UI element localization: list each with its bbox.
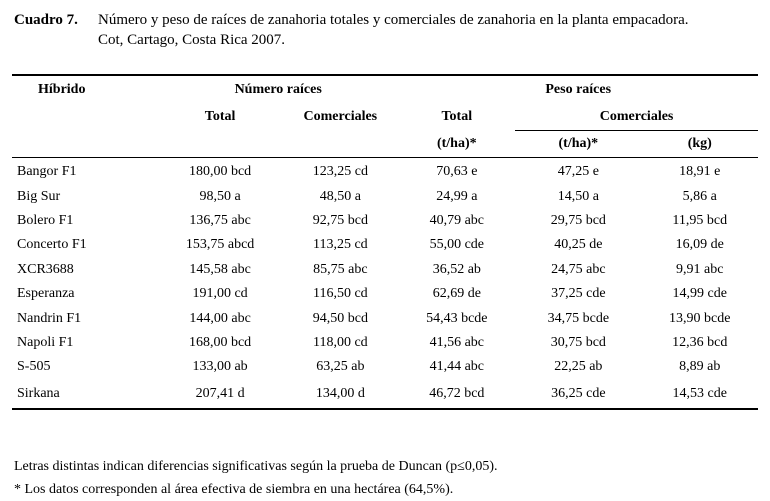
header-peso-raices: Peso raíces bbox=[398, 75, 758, 104]
cell-numero-comerciales: 92,75 bcd bbox=[312, 212, 368, 228]
cell-numero-comerciales: 94,50 bcd bbox=[312, 310, 368, 326]
cell-peso-com-kg: 8,89 ab bbox=[679, 359, 721, 375]
cell-peso-com-tha: 29,75 bcd bbox=[550, 212, 606, 228]
caption-title: Número y peso de raíces de zanahoria totales y comerciales de zanahoria en la planta empacadora. bbox=[98, 12, 689, 28]
cell-peso-com-kg: 14,99 cde bbox=[672, 286, 727, 302]
header-total: Total bbox=[204, 109, 236, 125]
cell-peso-total: 41,56 abc bbox=[429, 334, 485, 350]
caption-subtitle: Cot, Cartago, Costa Rica 2007. bbox=[98, 32, 286, 48]
cell-peso-total: 36,52 ab bbox=[432, 261, 481, 277]
table-row bbox=[12, 233, 758, 257]
cell-numero-comerciales: 48,50 a bbox=[319, 188, 361, 204]
cell-peso-com-kg: 16,09 de bbox=[675, 237, 724, 253]
cell-numero-comerciales: 113,25 cd bbox=[312, 237, 368, 253]
cell-hibrido: XCR3688 bbox=[17, 261, 74, 277]
table-row bbox=[12, 282, 758, 306]
header-row-1 bbox=[12, 75, 758, 104]
header-peso-comerciales: Comerciales bbox=[515, 104, 758, 131]
cell-numero-comerciales: 85,75 abc bbox=[313, 261, 368, 277]
table-row bbox=[12, 355, 758, 379]
cell-peso-com-tha: 24,75 abc bbox=[551, 261, 606, 277]
table-row bbox=[12, 184, 758, 208]
cell-peso-com-tha: 47,25 e bbox=[557, 164, 599, 180]
cell-peso-com-tha: 30,75 bcd bbox=[550, 334, 606, 350]
table-row bbox=[12, 258, 758, 282]
header-row-2 bbox=[12, 104, 758, 131]
cell-peso-com-tha: 14,50 a bbox=[557, 188, 599, 204]
cell-hibrido: Bangor F1 bbox=[17, 164, 77, 180]
cell-hibrido: Sirkana bbox=[12, 380, 158, 409]
header-peso-total: Total bbox=[441, 109, 473, 125]
cell-peso-com-kg: 11,95 bcd bbox=[672, 212, 728, 228]
header-numero-raices: Número raíces bbox=[158, 75, 399, 104]
cell-numero-total: 153,75 abcd bbox=[185, 237, 255, 253]
cell-peso-total: 62,69 de bbox=[432, 286, 481, 302]
cell-hibrido: Big Sur bbox=[17, 188, 61, 204]
cell-peso-com-tha: 34,75 bcde bbox=[547, 310, 610, 326]
cell-peso-com-tha: 40,25 de bbox=[554, 237, 603, 253]
caption-line-1 bbox=[14, 10, 764, 30]
cell-peso-com-tha: 36,25 cde bbox=[515, 380, 641, 409]
cell-peso-total: 55,00 cde bbox=[429, 237, 485, 253]
table-row bbox=[12, 158, 758, 185]
cell-numero-total: 133,00 ab bbox=[192, 359, 248, 375]
cell-peso-total: 54,43 bcde bbox=[426, 310, 488, 326]
cell-hibrido: Bolero F1 bbox=[17, 212, 74, 228]
cell-numero-total: 207,41 d bbox=[158, 380, 282, 409]
cell-numero-total: 144,00 abc bbox=[189, 310, 251, 326]
footnote-duncan: Letras distintas indican diferencias significativas según la prueba de Duncan (p≤0,05). bbox=[14, 459, 498, 474]
cell-peso-com-kg: 5,86 a bbox=[682, 188, 717, 204]
cell-hibrido: Esperanza bbox=[17, 286, 75, 302]
cell-numero-total: 180,00 bcd bbox=[188, 164, 252, 180]
header-comerciales: Comerciales bbox=[303, 109, 378, 125]
cell-numero-total: 145,58 abc bbox=[189, 261, 251, 277]
cell-peso-com-tha: 37,25 cde bbox=[551, 286, 606, 302]
cell-peso-total: 24,99 a bbox=[436, 188, 478, 204]
cell-peso-total: 70,63 e bbox=[436, 164, 478, 180]
cell-numero-total: 191,00 cd bbox=[192, 286, 248, 302]
table-row bbox=[12, 380, 758, 409]
cell-numero-comerciales: 123,25 cd bbox=[312, 164, 368, 180]
cell-peso-com-tha: 22,25 ab bbox=[554, 359, 603, 375]
header-hibrido: Híbrido bbox=[12, 75, 158, 104]
caption-label: Cuadro 7. bbox=[14, 12, 78, 28]
table-row bbox=[12, 331, 758, 355]
cell-numero-comerciales: 116,50 cd bbox=[312, 286, 368, 302]
table-caption bbox=[14, 10, 764, 50]
cell-numero-comerciales: 118,00 cd bbox=[312, 334, 368, 350]
results-table bbox=[12, 74, 758, 410]
cell-numero-total: 136,75 abc bbox=[189, 212, 251, 228]
cell-numero-comerciales: 134,00 d bbox=[282, 380, 398, 409]
table-body bbox=[12, 158, 758, 409]
cell-peso-total: 46,72 bcd bbox=[398, 380, 515, 409]
cell-hibrido: S-505 bbox=[17, 359, 51, 375]
cell-hibrido: Napoli F1 bbox=[17, 334, 74, 350]
header-peso-com-kg: (kg) bbox=[642, 131, 758, 158]
table-row bbox=[12, 306, 758, 330]
cell-peso-com-kg: 12,36 bcd bbox=[672, 334, 728, 350]
cell-hibrido: Concerto F1 bbox=[17, 237, 87, 253]
header-row-3 bbox=[12, 131, 758, 158]
cell-peso-total: 40,79 abc bbox=[429, 212, 485, 228]
cell-peso-com-kg: 14,53 cde bbox=[642, 380, 758, 409]
cell-peso-total: 41,44 abc bbox=[429, 359, 485, 375]
cell-hibrido: Nandrin F1 bbox=[17, 310, 82, 326]
header-peso-com-tha: (t/ha)* bbox=[515, 131, 641, 158]
cell-numero-total: 168,00 bcd bbox=[188, 334, 252, 350]
header-peso-total-unit: (t/ha)* bbox=[398, 131, 515, 158]
cell-peso-com-kg: 18,91 e bbox=[679, 164, 721, 180]
cell-peso-com-kg: 9,91 abc bbox=[676, 261, 724, 277]
cell-peso-com-kg: 13,90 bcde bbox=[669, 310, 731, 326]
table-row bbox=[12, 209, 758, 233]
cell-numero-comerciales: 63,25 ab bbox=[316, 359, 365, 375]
footnote-area: * Los datos corresponden al área efectiva de siembra en una hectárea (64,5%). bbox=[14, 482, 454, 497]
cell-numero-total: 98,50 a bbox=[199, 188, 241, 204]
